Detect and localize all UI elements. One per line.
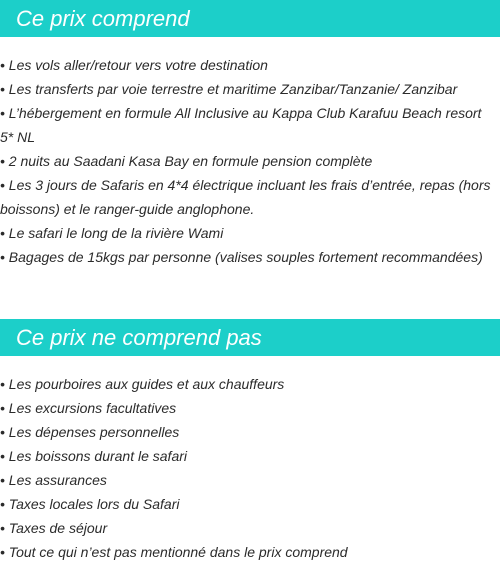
list-item: • Les boissons durant le safari — [0, 448, 188, 464]
list-item: • Taxes locales lors du Safari — [0, 496, 180, 512]
list-item: • Les vols aller/retour vers votre destination — [0, 57, 268, 73]
list-item: • L’hébergement en formule All Inclusive au Kappa Club Karafuu Beach resort 5* NL — [0, 105, 482, 145]
list-item: • Les excursions facultatives — [0, 400, 177, 416]
list-item: • Tout ce qui n’est pas mentionné dans le prix comprend — [0, 544, 348, 560]
included-section-header — [0, 0, 500, 37]
included-items-list — [0, 53, 500, 269]
list-item: • Les transferts par voie terrestre et maritime Zanzibar/Tanzanie/ Zanzibar — [0, 81, 458, 97]
list-item: • Bagages de 15kgs par personne (valises souples fortement recommandées) — [0, 249, 483, 265]
list-item: • Les pourboires aux guides et aux chauffeurs — [0, 376, 285, 392]
included-section-title: Ce prix comprend — [16, 5, 190, 31]
list-item: • 2 nuits au Saadani Kasa Bay en formule pension complète — [0, 153, 373, 169]
excluded-items-list — [0, 372, 500, 564]
excluded-section-header — [0, 319, 500, 356]
list-item: • Taxes de séjour — [0, 520, 108, 536]
list-item: • Les 3 jours de Safaris en 4*4 électrique incluant les frais d’entrée, repas (hors boissons) et le ranger-guide anglophone. — [0, 177, 491, 217]
list-item: • Les assurances — [0, 472, 107, 488]
list-item: • Les dépenses personnelles — [0, 424, 180, 440]
excluded-section-title: Ce prix ne comprend pas — [16, 324, 262, 350]
list-item: • Le safari le long de la rivière Wami — [0, 225, 224, 241]
